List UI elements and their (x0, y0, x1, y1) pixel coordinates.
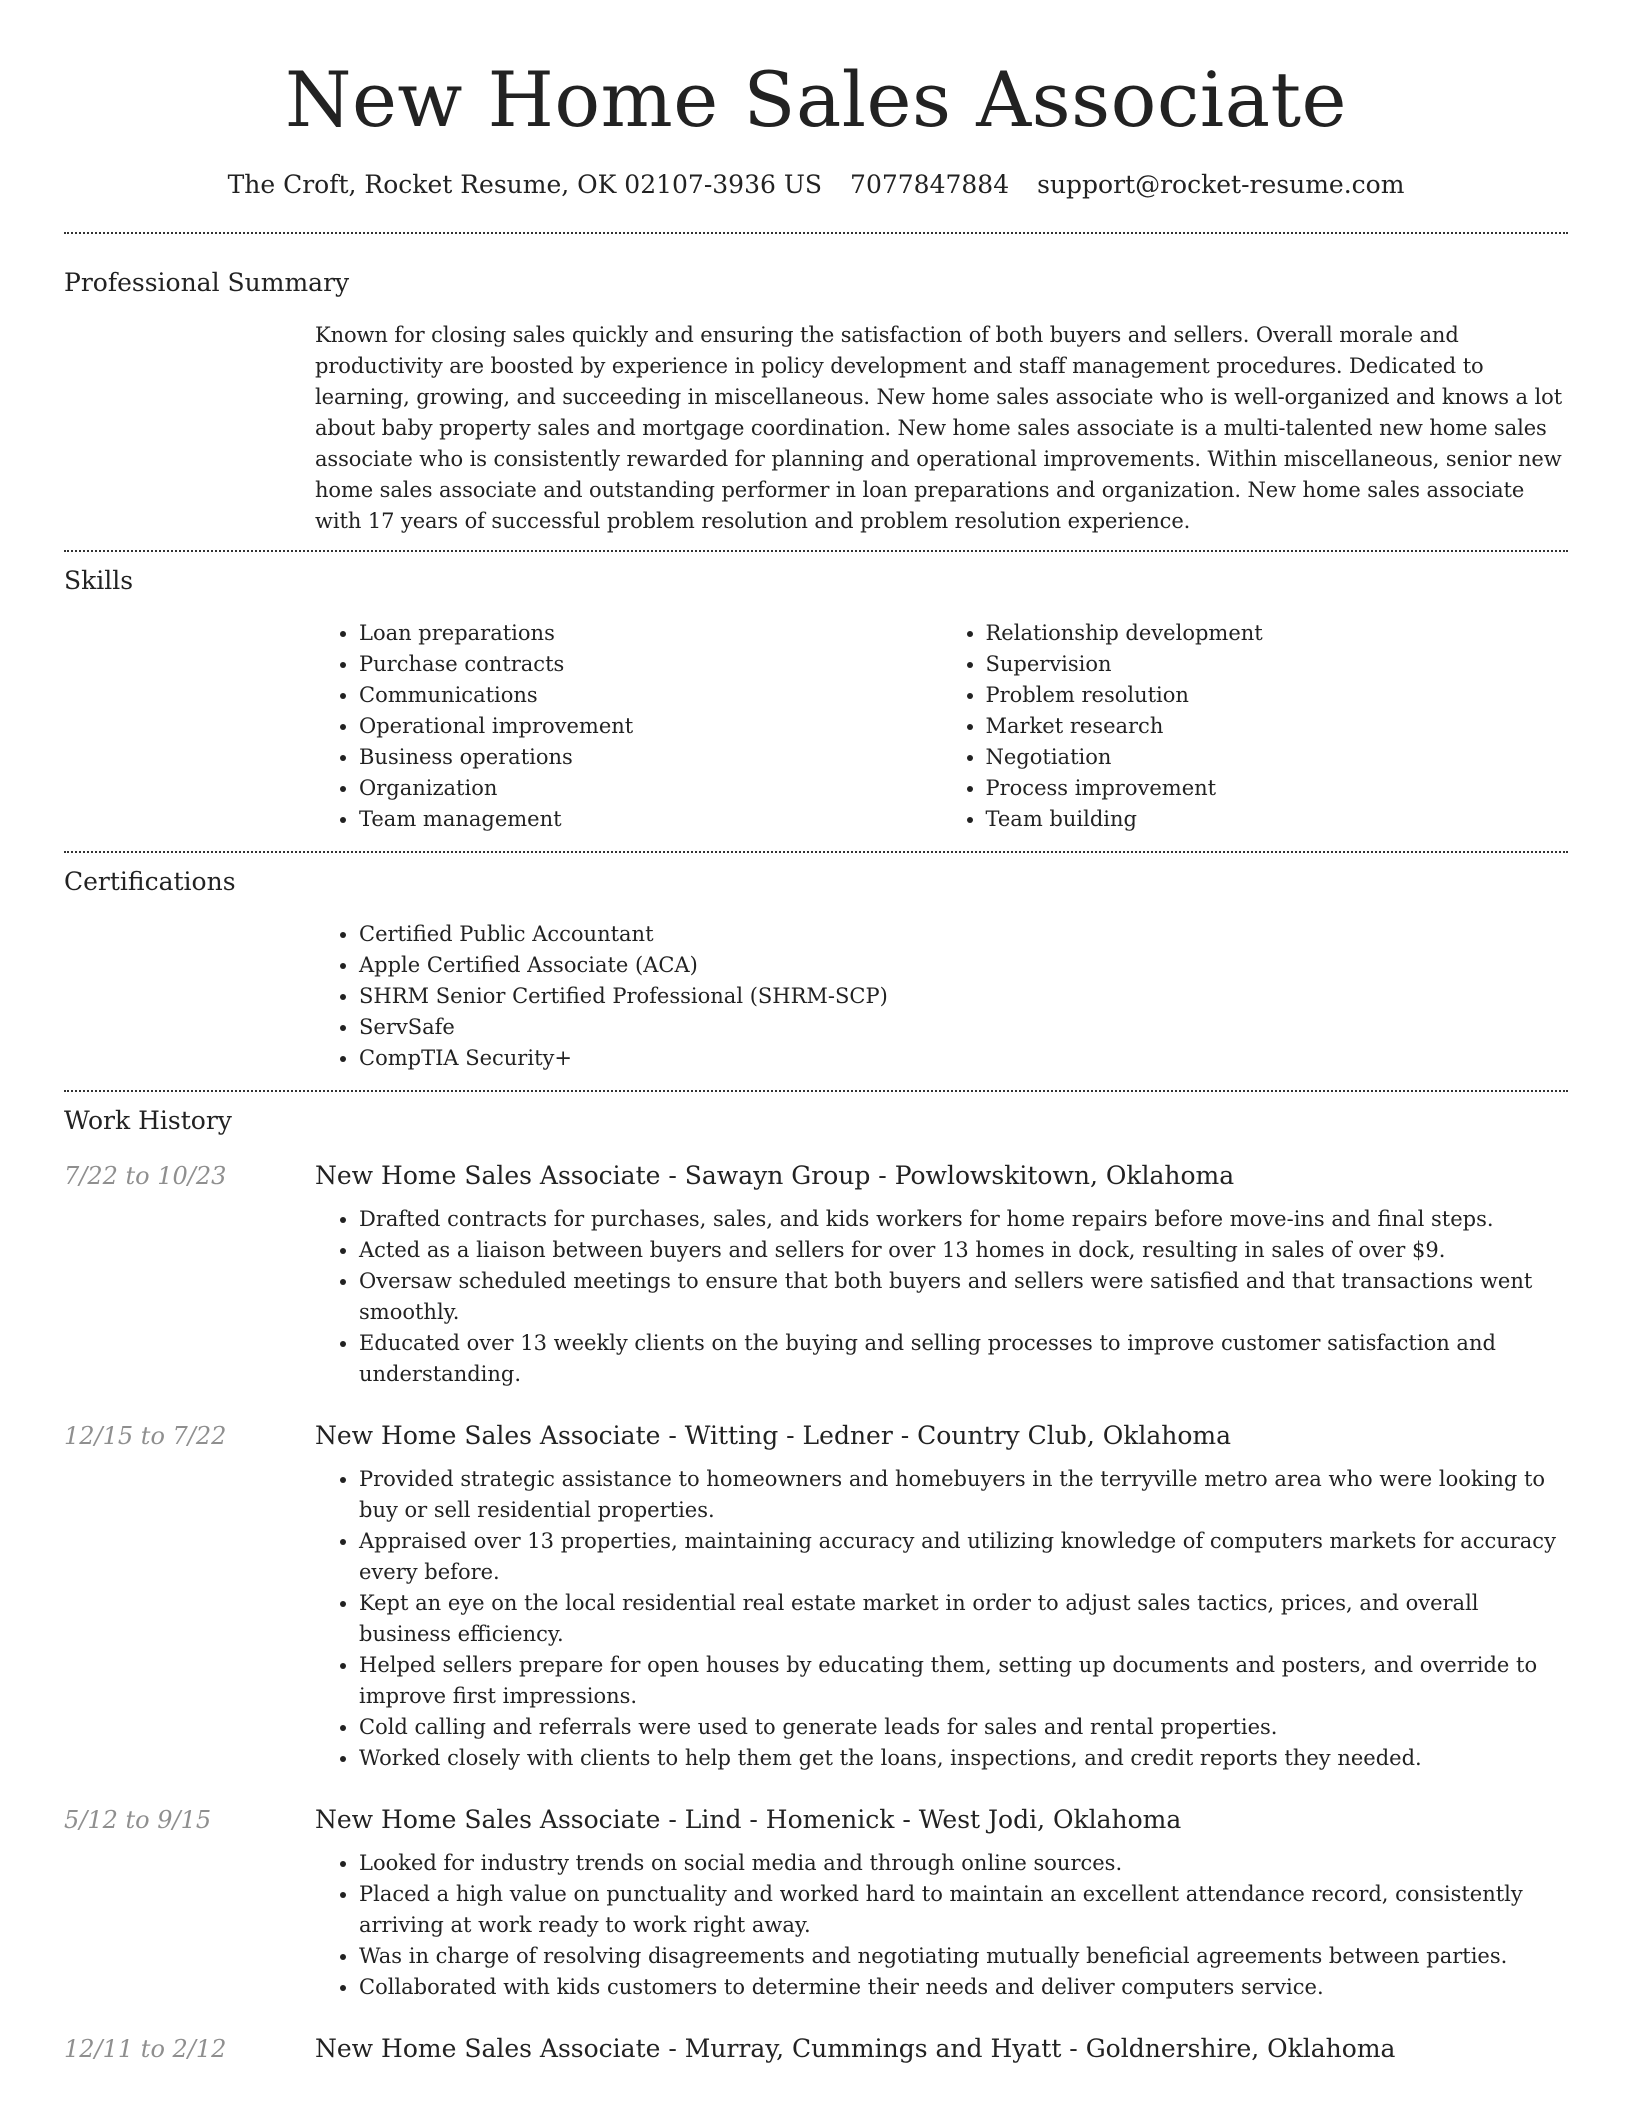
candidate-name: New Home Sales Associate (284, 55, 1348, 144)
job-entry (64, 1803, 1568, 2003)
summary-divider (64, 550, 1568, 552)
job-entry (64, 1419, 1568, 1774)
summary-body (315, 320, 1568, 537)
skills-list-left (315, 618, 942, 835)
list-item: • Apple Certified Associate (ACA) (359, 950, 1568, 981)
list-item: • Oversaw scheduled meetings to ensure that both buyers and sellers were satisfied and that transactions went smoothly. (359, 1266, 1568, 1328)
list-item: • Placed a high value on punctuality and worked hard to maintain an excellent attendance record, consistently arriving at work ready to work right away. (359, 1879, 1568, 1941)
job-bullets (315, 1464, 1568, 1774)
job-date: 7/22 to 10/23 (64, 1162, 227, 1190)
certifications-divider (64, 1090, 1568, 1092)
list-item: • Certified Public Accountant (359, 919, 1568, 950)
list-item: • ServSafe (359, 1012, 1568, 1043)
list-item: • Business operations (359, 742, 942, 773)
list-item: • Negotiation (986, 742, 1569, 773)
list-item: • Drafted contracts for purchases, sales, and kids workers for home repairs before move-ins and final steps. (359, 1204, 1568, 1235)
skills-divider (64, 851, 1568, 853)
list-item: • Collaborated with kids customers to determine their needs and deliver computers service. (359, 1972, 1568, 2003)
list-item: • Cold calling and referrals were used to generate leads for sales and rental properties. (359, 1712, 1568, 1743)
job-title: New Home Sales Associate - Sawayn Group - Powlowskitown, Oklahoma (315, 1161, 1235, 1190)
summary-title: Professional Summary (64, 268, 350, 297)
list-item: • Team building (986, 804, 1569, 835)
contact-address: The Croft, Rocket Resume, OK 02107-3936 US (227, 170, 823, 199)
contact-phone: 7077847884 (850, 170, 1010, 199)
list-item: • Appraised over 13 properties, maintaining accuracy and utilizing knowledge of computers markets for accuracy every before. (359, 1526, 1568, 1588)
job-bullets (315, 1848, 1568, 2003)
list-item: • Was in charge of resolving disagreements and negotiating mutually beneficial agreements between parties. (359, 1941, 1568, 1972)
certifications-section (64, 865, 1568, 1074)
certifications-list (315, 919, 1568, 1074)
job-title: New Home Sales Associate - Murray, Cummings and Hyatt - Goldnershire, Oklahoma (315, 2034, 1396, 2063)
list-item: • Process improvement (986, 773, 1569, 804)
summary-text: Known for closing sales quickly and ensuring the satisfaction of both buyers and sellers. Overall morale and productivity are boosted by experience in policy development and staff management procedures. Dedicated to learning, growing, and succeeding in miscellaneous. New home sales associate who is well-organized and knows a lot about baby property sales and mortgage coordination. New home sales associate is a multi-talented new home sales associate who is consistently rewarded for planning and operational improvements. Within miscellaneous, senior new home sales associate and outstanding performer in loan preparations and organization. New home sales associate with 17 years of successful problem resolution and problem resolution experience. (315, 323, 1563, 533)
list-item: • Operational improvement (359, 711, 942, 742)
resume-page (64, 0, 1568, 2066)
list-item: • Market research (986, 711, 1569, 742)
list-item: • Helped sellers prepare for open houses by educating them, setting up documents and posters, and override to improve first impressions. (359, 1650, 1568, 1712)
list-item: • Educated over 13 weekly clients on the buying and selling processes to improve customer satisfaction and understanding. (359, 1328, 1568, 1390)
skills-grid (315, 618, 1568, 835)
job-date: 5/12 to 9/15 (64, 1806, 212, 1834)
job-bullets (315, 1204, 1568, 1390)
job-date: 12/11 to 2/12 (64, 2035, 227, 2063)
work-title: Work History (64, 1106, 232, 1135)
job-entry (64, 2032, 1568, 2066)
work-section (64, 1104, 1568, 2066)
contact-line (64, 168, 1568, 202)
list-item: • Communications (359, 680, 942, 711)
skills-section (64, 564, 1568, 835)
list-item: • CompTIA Security+ (359, 1043, 1568, 1074)
job-entry (64, 1159, 1568, 1390)
list-item: • SHRM Senior Certified Professional (SHRM-SCP) (359, 981, 1568, 1012)
list-item: • Looked for industry trends on social media and through online sources. (359, 1848, 1568, 1879)
skills-list-right (942, 618, 1569, 835)
list-item: • Acted as a liaison between buyers and sellers for over 13 homes in dock, resulting in sales of over $9. (359, 1235, 1568, 1266)
list-item: • Worked closely with clients to help them get the loans, inspections, and credit reports they needed. (359, 1743, 1568, 1774)
list-item: • Problem resolution (986, 680, 1569, 711)
job-date: 12/15 to 7/22 (64, 1422, 227, 1450)
list-item: • Kept an eye on the local residential real estate market in order to adjust sales tactics, prices, and overall business efficiency. (359, 1588, 1568, 1650)
list-item: • Organization (359, 773, 942, 804)
certifications-body (315, 919, 1568, 1074)
contact-email: support@rocket-resume.com (1037, 170, 1405, 199)
job-title: New Home Sales Associate - Lind - Homenick - West Jodi, Oklahoma (315, 1805, 1182, 1834)
list-item: • Provided strategic assistance to homeowners and homebuyers in the terryville metro area who were looking to buy or sell residential properties. (359, 1464, 1568, 1526)
list-item: • Purchase contracts (359, 649, 942, 680)
summary-section (64, 266, 1568, 537)
resume-header (64, 0, 1568, 202)
list-item: • Supervision (986, 649, 1569, 680)
skills-title: Skills (64, 566, 134, 595)
header-divider (64, 232, 1568, 234)
list-item: • Team management (359, 804, 942, 835)
list-item: • Loan preparations (359, 618, 942, 649)
list-item: • Relationship development (986, 618, 1569, 649)
job-title: New Home Sales Associate - Witting - Ledner - Country Club, Oklahoma (315, 1421, 1232, 1450)
certifications-title: Certifications (64, 867, 236, 896)
